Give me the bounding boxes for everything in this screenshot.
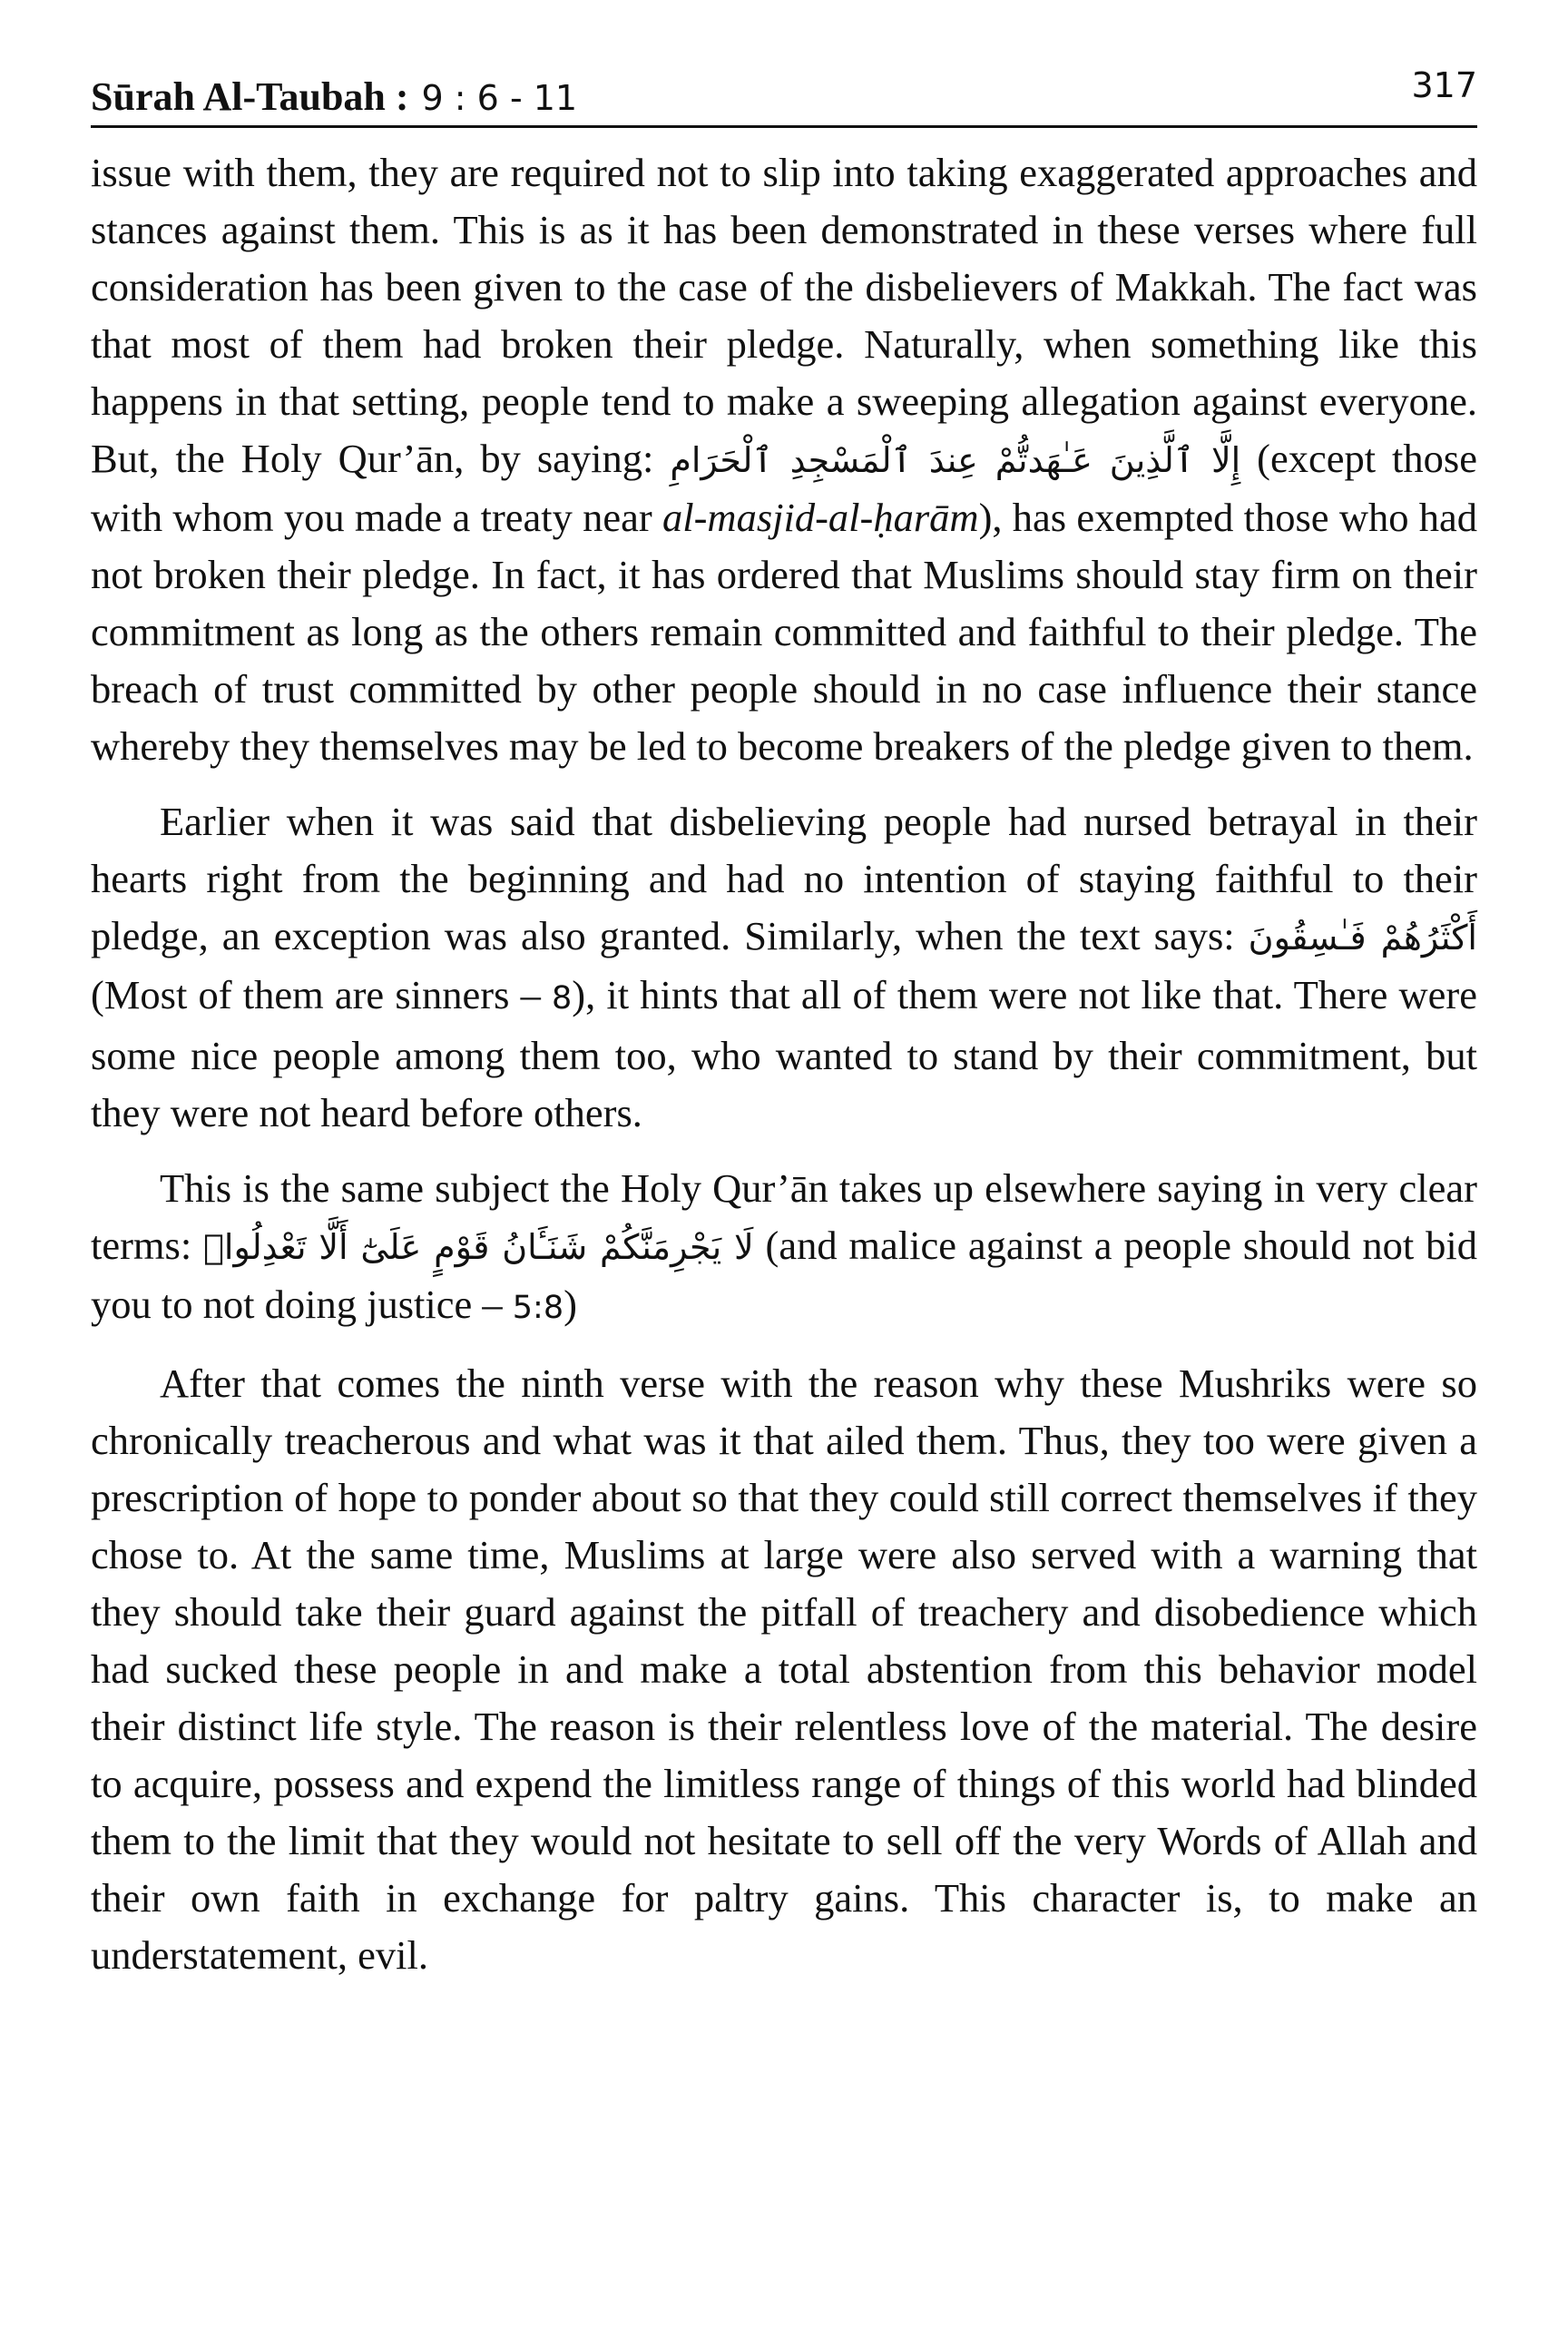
paragraph-4: After that comes the ninth verse with the reason why these Mushriks were so chronically treacherous and what was it that ailed them. Thus, they too were given a prescription of hope to ponder about so that they could still correct themselves if they chose to. At the same time, Muslims at large were also served with a warning that they should take their guard against the pitfall of treachery and disobedience which had sucked these people in and make a total abstention from this behavior model their distinct life style. The reason is their relentless love of the material. The desire to acquire, possess and expend the limitless range of things of this world had blinded them to the limit that they would not hesitate to sell off the very Words of Allah and their own faith in exchange for paltry gains. This character is, to make an understatement, evil. — [91, 1361, 1477, 1978]
verse-citation: 5:8 — [512, 1290, 564, 1326]
running-header — [91, 54, 1477, 128]
surah-title: Sūrah Al-Taubah : — [91, 74, 409, 119]
arabic-quote-3: لَا يَجْرِمَنَّكُمْ شَنَـَٔانُ قَوْمٍ عَلَىٰٓ أَلَّا تَعْدِلُوا۟ — [203, 1227, 754, 1267]
chapter-heading — [91, 74, 577, 120]
paragraph-1-text-a: issue with them, they are required not to slip into taking exaggerated approaches and stances against them. This is as it has been demonstrated in these verses where full consideration has been given to the case of the disbelievers of Makkah. The fact was that most of them had broken their pledge. Naturally, when something like this happens in that setting, people tend to make a sweeping allegation against everyone. But, the Holy Qur’ān, by saying: — [91, 150, 1477, 481]
paragraph-3-text-c: ) — [564, 1282, 577, 1327]
paragraph-2-text-b: (Most of them are sinners – — [91, 972, 552, 1017]
paragraph-3 — [91, 1160, 1477, 1337]
verse-reference: 9 : 6 - 11 — [421, 78, 578, 118]
page-number: 317 — [1411, 65, 1477, 105]
body-text — [91, 144, 1477, 1984]
paragraph-2 — [91, 793, 1477, 1142]
arabic-quote-2: أَكْثَرُهُمْ فَـٰسِقُونَ — [1248, 918, 1477, 958]
paragraph-2-text-c: ), it hints that all of them were not like that. There were some nice people among them too, who wanted to stand by their commitment, but they were not heard before others. — [91, 972, 1477, 1135]
book-page — [91, 54, 1477, 2002]
paragraph-3-text-a: This is the same subject the Holy Qur’ān takes up elsewhere saying in very clear terms: — [91, 1165, 1477, 1268]
paragraph-1-text-c: ), has exempted those who had not broken their pledge. In fact, it has ordered that Muslims should stay firm on their commitment as long as the others remain committed and faithful to their pledge. The breach of trust committed by other people should in no case influence their stance whereby they themselves may be led to become breakers of the pledge given to them. — [91, 495, 1477, 769]
paragraph-1 — [91, 144, 1477, 775]
arabic-quote-1: إِلَّا ٱلَّذِينَ عَـٰهَدتُّمْ عِندَ ٱلْمَسْجِدِ ٱلْحَرَامِ — [670, 440, 1241, 480]
transliteration: al-masjid-al-ḥarām — [662, 495, 979, 540]
paragraph-3-text-b: (and malice against a people should not bid you to not doing justice – — [91, 1223, 1477, 1327]
verse-number: 8 — [551, 980, 573, 1017]
paragraph-1-text-b: (except those with whom you made a treaty near — [91, 436, 1477, 540]
paragraph-2-text-a: Earlier when it was said that disbelieving people had nursed betrayal in their hearts right from the beginning and had no intention of staying faithful to their pledge, an exception was also granted. Similarly, when the text says: — [91, 799, 1477, 958]
